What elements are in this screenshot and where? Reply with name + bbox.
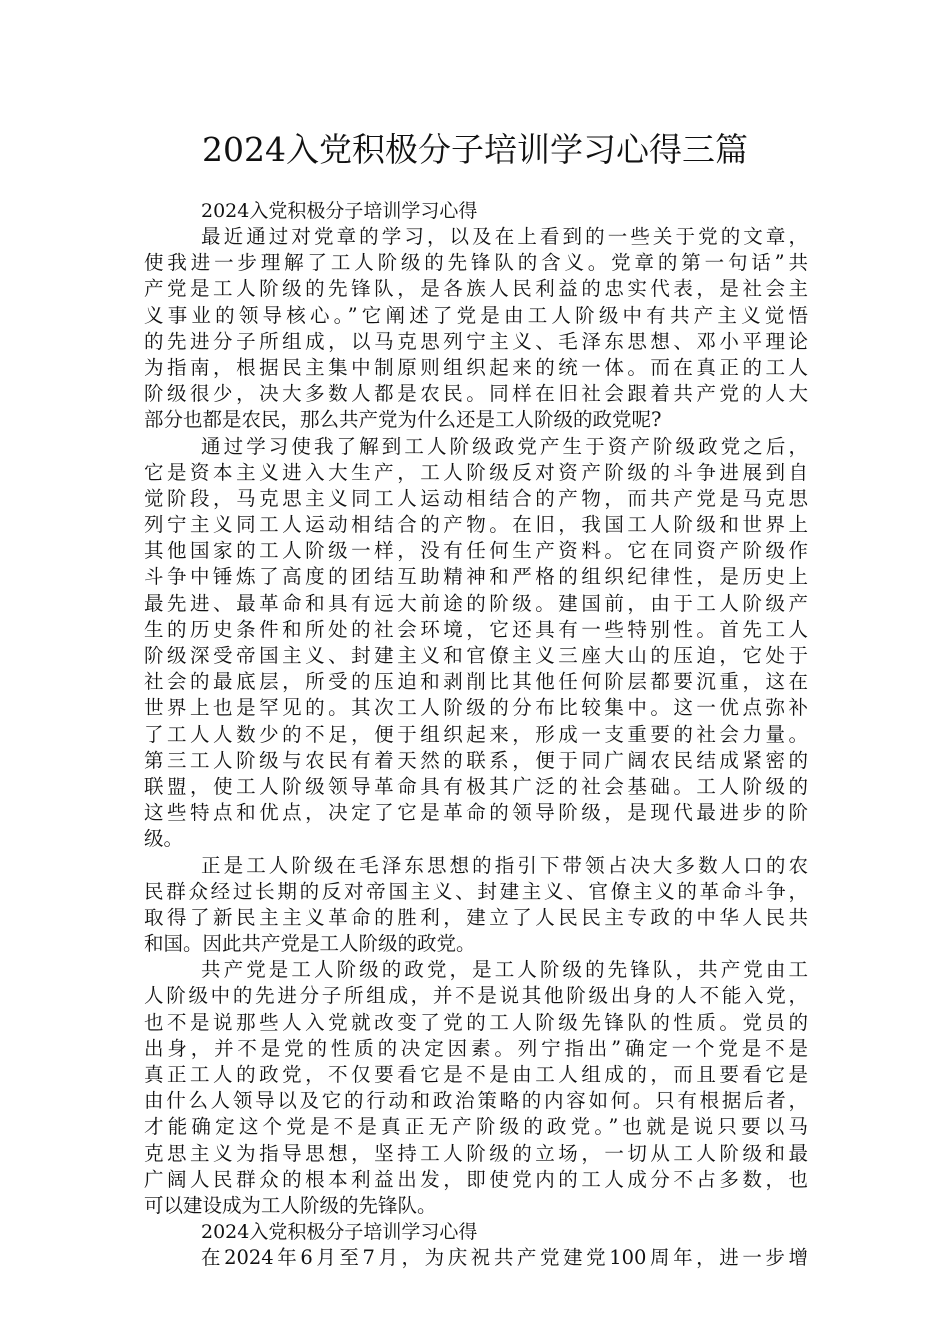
text-line: 广阔人民群众的根本利益出发，即使党内的工人成分不占多数，也 xyxy=(144,1167,808,1191)
text-line: 取得了新民主主义革命的胜利，建立了人民民主专政的中华人民共 xyxy=(144,905,808,929)
text-line: 真正工人的政党，不仅要看它是不是由工人组成的，而且要看它是 xyxy=(144,1063,808,1086)
document-title: 2024入党积极分子培训学习心得三篇 xyxy=(202,130,748,169)
text-line: 觉阶段，马克思主义同工人运动相结合的产物，而共产党是马克思 xyxy=(144,486,808,510)
paragraph-3 xyxy=(144,853,808,958)
text-line: 在2024年6月至7月，为庆祝共产党建党100周年，进一步增 xyxy=(201,1246,808,1270)
text-line: 阶级深受帝国主义、封建主义和官僚主义三座大山的压迫，它处于 xyxy=(144,644,808,667)
paragraph-2 xyxy=(144,434,808,853)
text-line: 部分也都是农民，那么共产党为什么还是工人阶级的政党呢? xyxy=(144,408,662,432)
text-line: 正是工人阶级在毛泽东思想的指引下带领占决大多数人口的农 xyxy=(201,853,808,877)
paragraph-1 xyxy=(144,224,808,434)
text-line: 其他国家的工人阶级一样，没有任何生产资料。它在同资产阶级作 xyxy=(144,539,808,563)
text-line: 由什么人领导以及它的行动和政治策略的内容如何。只有根据后者， xyxy=(144,1089,808,1113)
text-line: 通过学习使我了解到工人阶级政党产生于资产阶级政党之后， xyxy=(201,434,808,458)
text-line: 它是资本主义进入大生产，工人阶级反对资产阶级的斗争进展到自 xyxy=(144,460,808,484)
text-line: 阶级很少，决大多数人都是农民。同样在旧社会跟着共产党的人大 xyxy=(144,382,808,406)
text-line: 斗争中锤炼了高度的团结互助精神和严格的组织纪律性，是历史上 xyxy=(144,565,808,589)
text-line: 生的历史条件和所处的社会环境，它还具有一些特别性。首先工人 xyxy=(144,617,808,641)
text-line: 民群众经过长期的反对帝国主义、封建主义、官僚主义的革命斗争， xyxy=(144,879,808,903)
text-line: 义事业的领导核心。”它阐述了党是由工人阶级中有共产主义觉悟 xyxy=(144,303,808,327)
text-line: 和国。因此共产党是工人阶级的政党。 xyxy=(144,932,476,956)
text-line: 这些特点和优点，决定了它是革命的领导阶级，是现代最进步的阶 xyxy=(144,801,808,825)
text-line: 出身，并不是党的性质的决定因素。列宁指出”确定一个党是不是 xyxy=(144,1036,808,1060)
text-line: 列宁主义同工人运动相结合的产物。在旧，我国工人阶级和世界上 xyxy=(144,513,808,537)
text-line: 社会的最底层，所受的压迫和剥削比其他任何阶层都要沉重，这在 xyxy=(144,670,808,694)
text-line: 为指南，根据民主集中制原则组织起来的统一体。而在真正的工人 xyxy=(144,355,808,379)
text-line: 克思主义为指导思想，坚持工人阶级的立场，一切从工人阶级和最 xyxy=(144,1141,808,1165)
paragraph-5 xyxy=(144,1245,808,1271)
text-line: 联盟，使工人阶级领导革命具有极其广泛的社会基础。工人阶级的 xyxy=(144,774,808,798)
section-heading: 2024入党积极分子培训学习心得 xyxy=(201,200,478,222)
section-2 xyxy=(144,1219,808,1271)
paragraph-4 xyxy=(144,957,808,1219)
text-line: 第三工人阶级与农民有着天然的联系，便于同广阔农民结成紧密的 xyxy=(144,748,808,772)
text-line: 才能确定这个党是不是真正无产阶级的政党。”也就是说只要以马 xyxy=(144,1115,808,1139)
section-1 xyxy=(144,198,808,1219)
section-heading: 2024入党积极分子培训学习心得 xyxy=(201,1221,478,1244)
text-line: 共产党是工人阶级的政党，是工人阶级的先锋队，共产党由工 xyxy=(201,958,808,982)
text-line: 世界上也是罕见的。其次工人阶级的分布比较集中。这一优点弥补 xyxy=(144,696,808,720)
text-line: 也不是说那些人入党就改变了党的工人阶级先锋队的性质。党员的 xyxy=(144,1010,808,1034)
text-line: 最先进、最革命和具有远大前途的阶级。建国前，由于工人阶级产 xyxy=(144,591,808,615)
text-line: 了工人人数少的不足，便于组织起来，形成一支重要的社会力量。 xyxy=(144,722,808,746)
text-line: 最近通过对党章的学习，以及在上看到的一些关于党的文章， xyxy=(201,225,808,248)
text-line: 可以建设成为工人阶级的先锋队。 xyxy=(144,1193,437,1217)
text-line: 级。 xyxy=(144,827,184,851)
text-line: 人阶级中的先进分子所组成，并不是说其他阶级出身的人不能入党， xyxy=(144,984,808,1008)
document-body xyxy=(144,198,808,1271)
text-line: 产党是工人阶级的先锋队，是各族人民利益的忠实代表，是社会主 xyxy=(144,277,808,301)
text-line: 的先进分子所组成，以马克思列宁主义、毛泽东思想、邓小平理论 xyxy=(144,329,808,353)
text-line: 使我进一步理解了工人阶级的先锋队的含义。党章的第一句话”共 xyxy=(144,251,808,275)
